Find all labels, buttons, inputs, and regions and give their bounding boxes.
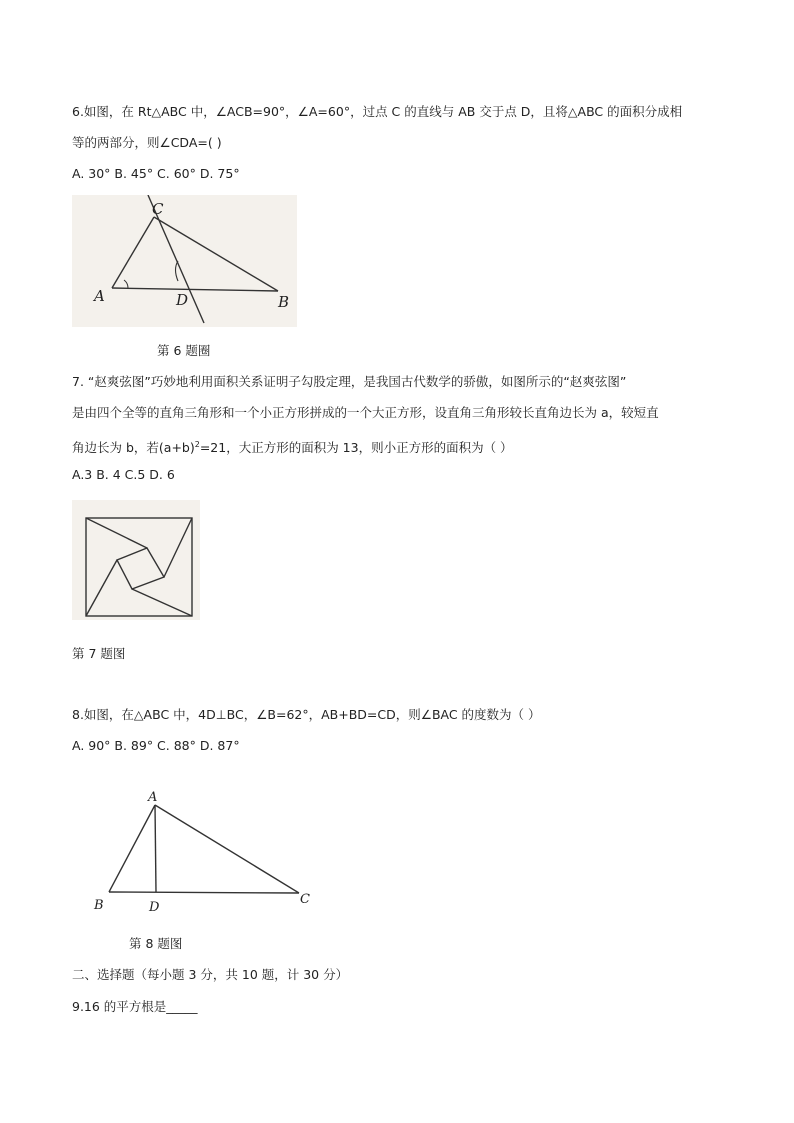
q8-label-b: B — [94, 898, 104, 913]
q6-figure — [72, 195, 297, 327]
q6-label-d: D — [176, 291, 189, 309]
q7-text-line3-post: =21，大正方形的面积为 13，则小正方形的面积为（ ） — [199, 440, 513, 456]
q7-text-line2: 是由四个全等的直角三角形和一个小正方形拼成的一个大正方形，设直角三角形较长直角边长为 a，较短直 — [72, 405, 659, 420]
q7-text-line3-pre: 角边长为 b，若(a+b) — [72, 440, 195, 456]
section2-heading: 二、选择题（每小题 3 分，共 10 题，计 30 分） — [72, 967, 349, 982]
q8-options: A. 90° B. 89° C. 88° D. 87° — [72, 738, 240, 753]
q9-text: 9.16 的平方根是_____ — [72, 999, 198, 1014]
q6-caption: 第 6 题圈 — [157, 343, 211, 358]
q7-figure-zhao-shuang — [72, 500, 200, 620]
q6-text-line2: 等的两部分，则∠CDA=( ) — [72, 135, 222, 150]
q8-caption: 第 8 题图 — [129, 936, 183, 951]
q7-text-line1: 7. “赵爽弦图”巧妙地利用面积关系证明子勾股定理，是我国古代数学的骄傲，如图所示的“赵爽弦图” — [72, 374, 627, 389]
q6-label-a: A — [94, 287, 105, 305]
q8-label-d: D — [149, 900, 160, 915]
q8-text-line1: 8.如图，在△ABC 中，4D⊥BC，∠B=62°，AB+BD=CD，则∠BAC 的度数为（ ） — [72, 707, 541, 722]
q8-figure — [72, 785, 322, 915]
q6-label-c: C — [152, 200, 164, 218]
q8-label-c: C — [300, 892, 310, 907]
q6-options: A. 30° B. 45° C. 60° D. 75° — [72, 166, 240, 181]
q6-text-line1: 6.如图，在 Rt△ABC 中，∠ACB=90°，∠A=60°，过点 C 的直线与 AB 交于点 D，且将△ABC 的面积分成相 — [72, 104, 683, 119]
q7-options: A.3 B. 4 C.5 D. 6 — [72, 467, 175, 482]
q7-text-line3 — [72, 437, 513, 456]
q8-label-a: A — [148, 790, 158, 805]
q7-text-line3-sup: 2 — [194, 440, 200, 449]
q7-caption: 第 7 题图 — [72, 646, 126, 661]
q6-label-b: B — [278, 293, 290, 311]
